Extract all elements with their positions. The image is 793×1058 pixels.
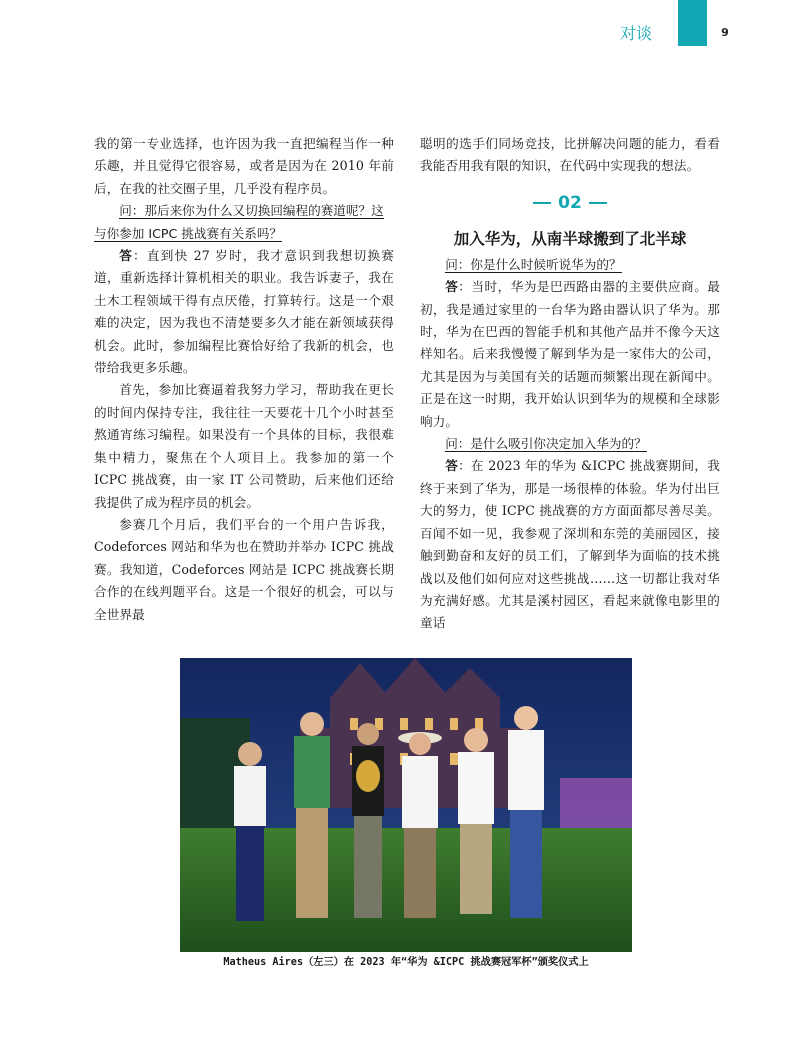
question-text: 问：是什么吸引你决定加入华为的？ bbox=[445, 436, 647, 452]
person-3 bbox=[352, 723, 384, 918]
interview-question bbox=[420, 254, 720, 276]
right-column-continuation: 聪明的选手们同场竞技，比拼解决问题的能力，看看我能否用我有限的知识，在代码中实现我的想法。 bbox=[420, 136, 720, 174]
section-label: 对谈 bbox=[620, 24, 653, 43]
answer-text: ：当时，华为是巴西路由器的主要供应商。最初，我是通过家里的一台华为路由器认识了华为。那时，华为在巴西的智能手机和其他产品并不像今天这样知名。后来我慢慢了解到华为是一家伟大的公司，尤其是因为与美国有关的话题而频繁出现在新闻中。正是在这一时期，我开始认识到华为的规模和全球影响力。 bbox=[420, 279, 720, 429]
answer-tag: 答 bbox=[119, 248, 134, 264]
person-1 bbox=[234, 742, 266, 921]
section-dash-right bbox=[589, 202, 607, 204]
body-paragraph: 我的第一专业选择，也许因为我一直把编程当作一种乐趣，并且觉得它很容易，或者是因为在 2010 年前后，在我的社交圈子里，几乎没有程序员。 bbox=[94, 136, 394, 196]
interview-answer bbox=[420, 276, 720, 433]
photo-caption: Matheus Aires（左三）在 2023 年“华为 &ICPC 挑战赛冠军杯”颁奖仪式上 bbox=[223, 957, 589, 968]
award-ceremony-photo bbox=[180, 658, 632, 952]
header-accent-bar bbox=[678, 0, 707, 46]
answer-text: ：在 2023 年的华为 &ICPC 挑战赛期间，我终于来到了华为，那是一场很棒的体验。华为付出巨大的努力，使 ICPC 挑战赛的方方面面都尽善尽美。百闻不如一见，我参观了深圳和东莞的美丽园区，接触到勤奋和友好的员工们，了解到华为面临的技术挑战以及他们如何应对这些挑战……这一切都让我对华为充满好感。尤其是溪村园区，看起来就像电影里的童话 bbox=[420, 458, 720, 631]
person-4 bbox=[398, 732, 442, 918]
photo-illustration bbox=[180, 658, 632, 952]
answer-tag: 答 bbox=[445, 458, 459, 474]
body-paragraph: 首先，参加比赛逼着我努力学习，帮助我在更长的时间内保持专注，我往往一天要花十几个小时甚至熬通宵练习编程。如果没有一个具体的目标，我很难集中精力，聚焦在个人项目上。我参加的第一个 ICPC 挑战赛，由一家 IT 公司赞助，后来他们还给我提供了成为程序员的机会。 bbox=[94, 382, 394, 510]
answer-text: ：直到快 27 岁时，我才意识到我想切换赛道，重新选择计算机相关的职业。我告诉妻子，我在土木工程领域干得有点厌倦，打算转行。这是一个艰难的决定，因为我也不清楚要多久才能在新领域获得机会。此时，参加编程比赛恰好给了我新的机会，也带给我更多乐趣。 bbox=[94, 248, 394, 376]
person-2 bbox=[294, 712, 330, 918]
section-dash-left bbox=[533, 202, 551, 204]
question-text: 问：你是什么时候听说华为的？ bbox=[445, 256, 622, 272]
interview-question bbox=[94, 200, 394, 245]
right-column bbox=[420, 133, 720, 635]
section-number-text: 02 bbox=[558, 192, 582, 213]
interview-answer bbox=[94, 245, 394, 379]
left-column bbox=[94, 133, 394, 626]
page-number: 9 bbox=[721, 26, 729, 39]
section-title: 加入华为，从南半球搬到了北半球 bbox=[453, 229, 687, 248]
interview-answer bbox=[420, 455, 720, 634]
right-column-body bbox=[420, 254, 720, 635]
person-5 bbox=[458, 728, 494, 914]
person-6 bbox=[508, 706, 544, 918]
interview-question bbox=[420, 433, 720, 455]
answer-tag: 答 bbox=[445, 279, 459, 295]
section-number bbox=[420, 190, 720, 216]
question-text: 问：那后来你为什么又切换回编程的赛道呢？这与你参加 ICPC 挑战赛有关系吗？ bbox=[94, 203, 384, 241]
body-paragraph: 参赛几个月后，我们平台的一个用户告诉我，Codeforces 网站和华为也在赞助并举办 ICPC 挑战赛。我知道，Codeforces 网站是 ICPC 挑战赛长期合作的在线判题平台。这是一个很好的机会，可以与全世界最 bbox=[94, 516, 394, 622]
